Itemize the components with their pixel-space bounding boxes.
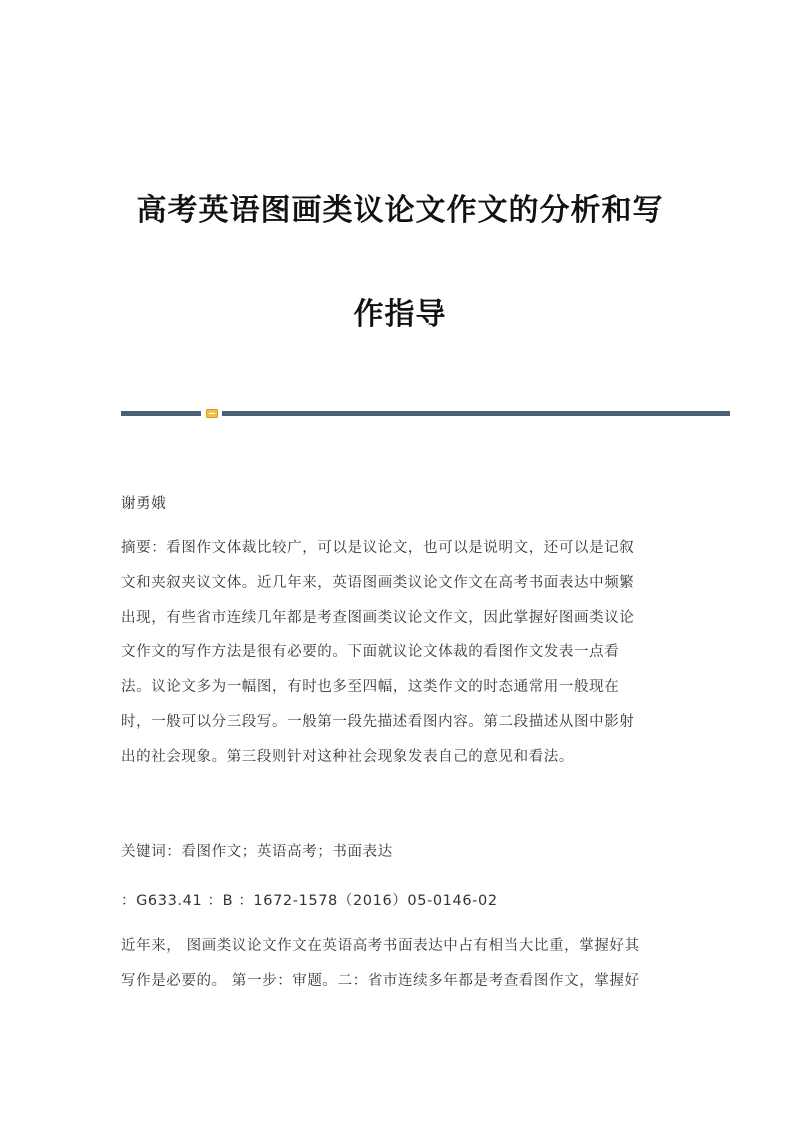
envelope-icon <box>206 409 218 418</box>
abstract-line: 法。议论文多为一幅图，有时也多至四幅，这类作文的时态通常用一般现在 <box>121 679 620 696</box>
body-line: 近年来， 图画类议论文作文在英语高考书面表达中占有相当大比重，掌握好其 <box>121 938 640 954</box>
title-line-2: 作指导 <box>353 297 447 332</box>
title-line-1: 高考英语图画类议论文作文的分析和写 <box>136 193 664 228</box>
body-paragraph <box>121 929 691 999</box>
document-title <box>100 186 700 340</box>
abstract-line: 文作文的写作方法是很有必要的。下面就议论文体裁的看图作文发表一点看 <box>121 644 620 661</box>
divider-bar-left <box>121 411 201 416</box>
body-line: 写作是必要的。 第一步：审题。二：省市连续多年都是考查看图作文，掌握好 <box>121 972 640 989</box>
keywords: 关键词：看图作文；英语高考；书面表达 <box>121 844 393 860</box>
abstract-paragraph <box>121 531 691 775</box>
divider-bar-right <box>222 411 730 416</box>
author-name: 谢勇娥 <box>121 496 167 512</box>
classification-number: ：G633.41 ：B ：1672-1578（2016）05-0146-02 <box>121 893 498 909</box>
abstract-line: 出现，有些省市连续几年都是考查图画类议论文作文，因此掌握好图画类议论 <box>121 609 635 626</box>
abstract-line: 出的社会现象。第三段则针对这种社会现象发表自己的意见和看法。 <box>121 748 574 765</box>
abstract-line: 摘要：看图作文体裁比较广，可以是议论文，也可以是说明文，还可以是记叙 <box>121 540 635 556</box>
title-divider <box>121 409 730 417</box>
abstract-line: 时，一般可以分三段写。一般第一段先描述看图内容。第二段描述从图中影射 <box>121 713 635 730</box>
abstract-line: 文和夹叙夹议文体。近几年来，英语图画类议论文作文在高考书面表达中频繁 <box>121 574 635 591</box>
